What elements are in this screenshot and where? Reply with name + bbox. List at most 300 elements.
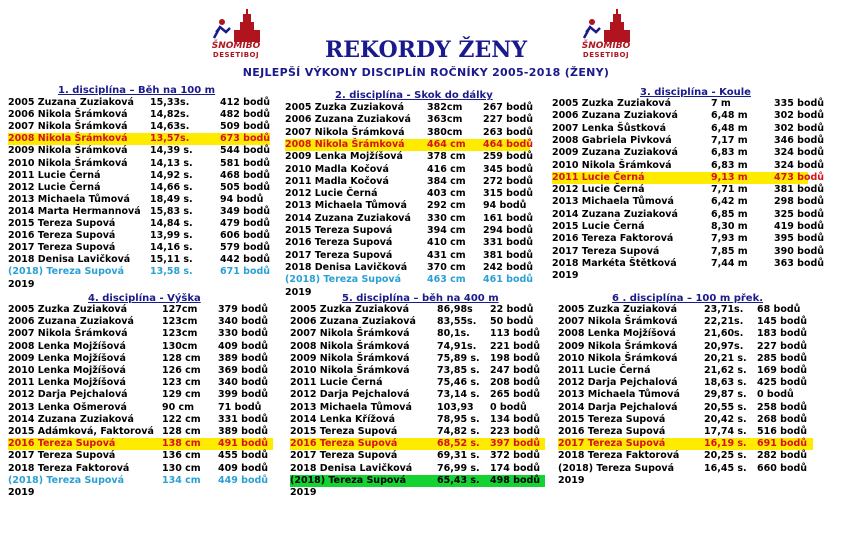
record-name: 2013 Michaela Tůmová [8,193,130,205]
record-points: 22 bodů [490,304,534,315]
record-value: 14,16 s. [150,242,193,254]
record-points: 544 bodů [220,145,271,157]
record-points: 409 bodů [218,340,269,352]
record-name: 2017 Tereza Supová [558,438,666,450]
record-name: 2018 Denisa Lavičková [8,254,131,266]
record-name: 2011 Lucie Černá [8,169,101,181]
record-points: 389 bodů [218,426,269,437]
record-row [558,316,813,328]
record-row [8,414,273,426]
record-row [290,365,545,377]
record-row [290,316,545,328]
record-row [290,402,545,414]
record-value: 123cm [162,328,198,340]
record-name: (2018) Tereza Supová [558,462,675,474]
record-name: 2010 Nikola Šrámková [552,159,672,171]
record-row [285,188,534,200]
record-value: 75,46 s. [437,377,480,389]
record-points: 134 bodů [490,413,541,425]
record-name: 2009 Lenka Mojžíšová [285,151,403,163]
record-name: 2006 Zuzana Zuziaková [290,316,416,328]
record-value: 7,93 m [711,233,748,245]
record-name: (2018) Tereza Supová [290,474,407,486]
record-row [8,304,273,316]
record-points: 673 bodů [220,133,271,145]
record-points: 0 bodů [490,401,527,413]
record-value: 20,55 s. [704,401,747,413]
record-points: 340 bodů [218,316,269,328]
record-value: 380cm [427,126,463,138]
record-name: 2006 Zuzana Zuziaková [8,316,134,328]
record-row [285,163,534,176]
record-points: 169 bodů [757,365,808,376]
record-points: 221 bodů [490,340,541,352]
record-row [285,114,534,126]
record-name: 2014 Zuzana Zuziaková [8,413,134,425]
record-name: 2007 Nikola Šrámková [8,121,128,133]
record-points: 331 bodů [218,413,269,425]
record-row [8,254,270,266]
record-row [552,233,825,245]
record-points: 268 bodů [757,413,808,425]
record-name: 2012 Lucie Černá [552,184,645,196]
record-value: 7,44 m [711,257,748,269]
record-points: 473 bodů [774,171,825,183]
record-row [285,261,534,274]
record-row [8,377,273,389]
record-value: 123 cm [162,377,201,389]
record-value: 20,25 s. [704,450,747,462]
record-points: 389 bodů [218,352,269,364]
record-value: 86,98s [437,304,473,315]
record-points: 390 bodů [774,245,825,257]
record-row [8,389,273,401]
record-row [558,463,813,475]
record-value: 463 cm [427,274,466,286]
record-value: 410 cm [427,237,466,249]
record-row [8,218,270,230]
record-name: 2005 Zuzka Zuziaková [290,304,410,315]
record-value: 378 cm [427,151,466,163]
record-row [552,110,825,122]
record-value: 9,13 m [711,171,748,183]
record-value: 7,71 m [711,184,748,196]
record-row [285,237,534,249]
section-year: 2019 [552,270,579,282]
record-value: 15,83 s. [150,205,193,217]
record-points: 579 bodů [220,242,271,254]
record-points: 498 bodů [490,474,541,486]
record-row [290,377,545,389]
record-name: 2010 Nikola Šrámková [290,365,410,376]
record-name: 2016 Tereza Faktorová [552,233,674,245]
record-points: 660 bodů [757,462,808,474]
record-value: 6,83 m [711,159,748,171]
record-value: 18,63 s. [704,377,747,389]
record-value: 17,74 s. [704,426,747,437]
record-row [552,122,825,135]
record-points: 464 bodů [483,138,534,150]
record-row [285,175,534,188]
record-row [552,134,825,147]
record-points: 331 bodů [483,237,534,249]
section-year: 2019 [290,487,317,498]
record-row [8,266,270,278]
record-points: 50 bodů [490,316,534,328]
record-points: 671 bodů [220,266,271,278]
record-points: 267 bodů [483,102,534,113]
record-name: 2008 Gabriela Pivková [552,134,672,146]
record-row [8,242,270,254]
record-name: 2011 Lucie Černá [552,171,645,183]
record-name: 2016 Tereza Supová [8,230,116,242]
record-name: 2014 Zuzana Zuziaková [285,212,411,224]
record-points: 412 bodů [220,97,271,108]
record-row [8,450,273,462]
record-name: 2015 Tereza Supová [558,413,666,425]
record-row [558,377,813,389]
record-points: 325 bodů [774,208,825,220]
record-row [558,450,813,462]
record-points: 381 bodů [483,249,534,261]
record-name: 2017 Tereza Supová [290,450,398,462]
record-value: 23,71s. [704,304,744,315]
record-row [552,245,825,258]
record-row [8,316,273,328]
record-row [285,102,534,114]
record-name: 2008 Nikola Šrámková [8,133,128,145]
record-row [552,147,825,159]
record-name: 2010 Madla Kočová [285,163,389,175]
record-row [285,225,534,237]
record-points: 113 bodů [490,328,541,340]
record-value: 6,83 m [711,147,748,159]
record-points: 0 bodů [757,389,794,401]
record-value: 78,95 s. [437,413,480,425]
record-row [285,249,534,262]
record-name: 2015 Lucie Černá [552,221,645,232]
record-points: 335 bodů [774,98,825,109]
record-points: 468 bodů [220,169,271,181]
record-value: 363cm [427,114,463,126]
record-value: 384 cm [427,175,466,187]
record-points: 581 bodů [220,157,271,169]
record-value: 83,55s. [437,316,477,328]
record-points: 419 bodů [774,221,825,232]
section-title: 2. disciplína - Skok do dálky [335,90,493,101]
logo-text-main: ŠNOMÍBO [581,41,631,51]
section-title: 4. disciplína - Výška [88,293,201,304]
record-points: 161 bodů [483,212,534,224]
record-points: 482 bodů [220,109,271,121]
record-points: 491 bodů [218,438,269,450]
record-row [8,230,270,242]
record-name: 2005 Zuzka Zuziaková [8,304,128,315]
page-subtitle: NEJLEPŠÍ VÝKONY DISCIPLÍN ROČNÍKY 2005-2018 (ŽENY) [242,66,610,79]
record-row [8,475,273,487]
record-name: 2008 Nikola Šrámková [285,138,405,150]
record-points: 265 bodů [490,389,541,401]
record-row [285,274,534,286]
record-points: 68 bodů [757,304,801,315]
record-row [8,170,270,182]
record-value: 14,84 s. [150,218,193,229]
record-points: 302 bodů [774,122,825,134]
section-year: 2019 [8,278,35,290]
record-points: 324 bodů [774,159,825,171]
record-value: 431 cm [427,249,466,261]
record-name: 2005 Zuzana Zuziaková [8,97,134,108]
record-name: 2008 Nikola Šrámková [290,340,410,352]
record-value: 74,82 s. [437,426,480,437]
record-points: 461 bodů [483,274,534,286]
record-name: 2018 Markéta Štětková [552,257,677,269]
record-name: 2013 Michaela Tůmová [558,389,680,401]
record-value: 416 cm [427,163,466,175]
record-name: 2014 Marta Hermannová [8,205,141,217]
record-name: 2012 Darja Pejchalová [8,389,128,401]
record-row [290,475,545,487]
record-name: 2009 Nikola Šrámková [290,352,410,364]
record-value: 6,42 m [711,196,748,208]
record-name: 2018 Tereza Faktorová [558,450,680,462]
record-name: 2015 Tereza Supová [8,218,116,229]
record-row [8,182,270,194]
record-value: 14,82s. [150,109,190,121]
section-title: 5. disciplína – běh na 400 m [342,293,499,304]
record-value: 18,49 s. [150,193,193,205]
record-row [558,365,813,377]
record-value: 13,99 s. [150,230,193,242]
record-points: 399 bodů [218,389,269,401]
record-name: 2006 Zuzana Zuziaková [552,110,678,122]
record-value: 14,13 s. [150,157,193,169]
record-points: 174 bodů [490,462,541,474]
record-row [290,304,545,316]
record-row [285,212,534,225]
record-value: 90 cm [162,401,195,413]
record-value: 74,91s. [437,340,477,352]
record-row [290,353,545,365]
record-points: 227 bodů [757,340,808,352]
record-name: 2007 Nikola Šrámková [285,126,405,138]
record-points: 294 bodů [483,225,534,236]
record-value: 7,17 m [711,134,748,146]
record-name: 2016 Tereza Supová [285,237,393,249]
record-value: 8,30 m [711,221,748,232]
record-points: 71 bodů [218,401,262,413]
record-row [8,194,270,206]
record-points: 346 bodů [774,134,825,146]
record-points: 94 bodů [220,193,264,205]
record-name: (2018) Tereza Supová [285,274,402,286]
record-points: 372 bodů [490,450,541,462]
record-value: 136 cm [162,450,201,462]
record-name: 2012 Lucie Černá [8,181,101,193]
record-name: 2015 Tereza Supová [285,225,393,236]
record-name: 2018 Denisa Lavičková [285,261,408,273]
record-points: 298 bodů [774,196,825,208]
record-value: 134 cm [162,474,201,486]
record-points: 285 bodů [757,352,808,364]
record-row [285,138,534,151]
record-points: 340 bodů [218,377,269,389]
record-name: 2017 Tereza Supová [285,249,393,261]
record-points: 505 bodů [220,181,271,193]
record-points: 263 bodů [483,126,534,138]
record-name: 2012 Lucie Černá [285,188,378,200]
record-name: 2016 Tereza Supová [558,426,666,437]
record-value: 15,33s. [150,97,190,108]
record-points: 330 bodů [218,328,269,340]
record-points: 455 bodů [218,450,269,462]
record-row [8,328,273,340]
record-points: 145 bodů [757,316,808,328]
record-name: 2014 Darja Pejchalová [558,401,678,413]
record-row [558,438,813,450]
record-points: 258 bodů [757,401,808,413]
record-value: 75,89 s. [437,352,480,364]
record-name: 2010 Nikola Šrámková [8,157,128,169]
record-row [8,365,273,377]
record-value: 20,97s. [704,340,744,352]
record-name: 2012 Darja Pejchalová [558,377,678,389]
record-row [285,126,534,139]
record-row [8,353,273,365]
logo-text-main: ŠNOMÍBO [211,41,261,51]
record-value: 292 cm [427,200,466,212]
record-name: 2011 Lucie Černá [290,377,383,389]
record-points: 442 bodů [220,254,271,266]
record-name: 2013 Lenka Ošmerová [8,401,127,413]
record-value: 13,57s. [150,133,190,145]
record-points: 516 bodů [757,426,808,437]
record-row [558,304,813,316]
record-name: 2011 Madla Kočová [285,175,389,187]
page-title: REKORDY ŽENY [324,37,528,63]
record-points: 227 bodů [483,114,534,126]
record-name: 2005 Zuzka Zuziaková [558,304,678,315]
record-points: 272 bodů [483,175,534,187]
section-title: 6 . disciplína – 100 m přek. [612,293,764,304]
record-name: 2018 Tereza Faktorová [8,462,130,474]
record-value: 370 cm [427,261,466,273]
record-row [8,121,270,133]
record-row [290,438,545,450]
record-row [558,353,813,365]
record-value: 127cm [162,304,198,315]
record-row [552,221,825,233]
record-name: 2008 Lenka Mojžíšová [8,340,126,352]
record-value: 126 cm [162,365,201,376]
record-points: 198 bodů [490,352,541,364]
record-value: 128 cm [162,426,201,437]
record-name: 2014 Zuzana Zuziaková [552,208,678,220]
record-points: 242 bodů [483,261,534,273]
record-row [8,145,270,157]
record-name: 2007 Lenka Šůstková [552,122,667,134]
record-value: 128 cm [162,352,201,364]
record-points: 208 bodů [490,377,541,389]
record-name: 2009 Zuzana Zuziaková [552,147,678,159]
record-name: 2009 Lenka Mojžíšová [8,352,126,364]
record-value: 6,85 m [711,208,748,220]
record-value: 29,87 s. [704,389,747,401]
record-row [290,389,545,401]
record-name: 2013 Michaela Tůmová [285,200,407,212]
record-value: 73,85 s. [437,365,480,376]
record-name: 2005 Zuzka Zuziaková [285,102,405,113]
record-name: 2009 Nikola Šrámková [558,340,678,352]
record-row [8,341,273,353]
record-row [290,450,545,462]
record-name: 2007 Nikola Šrámková [290,328,410,340]
record-points: 223 bodů [490,426,541,437]
record-name: 2013 Michaela Tůmová [290,401,412,413]
record-points: 363 bodů [774,257,825,269]
record-points: 449 bodů [218,474,269,486]
record-row [290,414,545,426]
record-points: 509 bodů [220,121,271,133]
record-name: 2006 Nikola Šrámková [8,109,128,121]
section-title: 1. disciplína – Běh na 100 m [58,85,216,96]
record-name: 2009 Nikola Šrámková [8,145,128,157]
record-value: 6,48 m [711,110,748,122]
record-row [552,208,825,221]
record-row [8,109,270,121]
record-name: 2017 Tereza Supová [8,450,116,462]
record-points: 369 bodů [218,365,269,376]
record-name: 2007 Nikola Šrámková [8,328,128,340]
record-points: 349 bodů [220,205,271,217]
record-value: 138 cm [162,438,201,450]
record-points: 397 bodů [490,438,541,450]
section-year: 2019 [558,474,585,486]
record-points: 345 bodů [483,163,534,175]
record-value: 65,43 s. [437,474,480,486]
record-row [552,171,825,184]
record-row [552,196,825,208]
record-row [290,341,545,353]
record-name: 2005 Zuzka Zuziaková [552,98,672,109]
logo-text-sub: DESETIBOJ [582,51,630,59]
record-name: 2017 Tereza Supová [8,242,116,254]
record-name: 2018 Denisa Lavičková [290,462,413,474]
record-name: (2018) Tereza Supová [8,266,125,278]
record-value: 16,45 s. [704,462,747,474]
record-value: 16,19 s. [704,438,747,450]
record-value: 464 cm [427,138,466,150]
record-row [558,328,813,340]
record-points: 282 bodů [757,450,808,462]
record-value: 20,42 s. [704,413,747,425]
record-name: 2015 Adámková, Faktorová [8,426,154,437]
record-value: 69,31 s. [437,450,480,462]
record-row [8,463,273,475]
record-row [8,133,270,145]
record-value: 21,60s. [704,328,744,340]
record-points: 94 bodů [483,200,527,212]
record-name: 2014 Lenka Křížová [290,413,396,425]
record-row [8,438,273,450]
record-row [558,402,813,414]
record-value: 14,66 s. [150,181,193,193]
record-value: 382cm [427,102,463,113]
record-row [8,402,273,414]
record-row [552,98,825,110]
record-name: 2013 Michaela Tůmová [552,196,674,208]
record-value: 15,11 s. [150,254,193,266]
